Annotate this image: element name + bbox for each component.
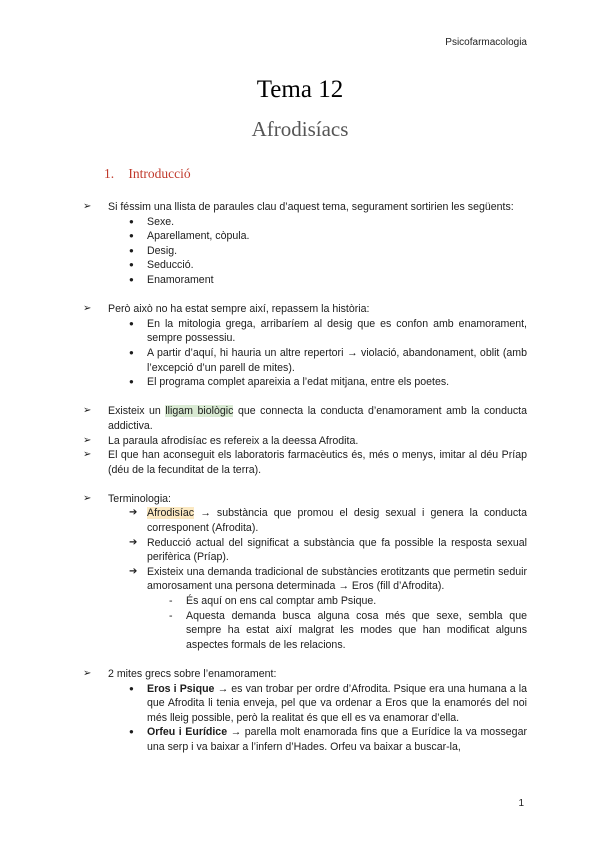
list-item: ● A partir d’aquí, hi hauria un altre repertori → violació, abandonament, oblit (amb l’excepció d’un parell de mites). [129,346,527,375]
list-item: ● Aparellament, còpula. [129,229,527,244]
list-item: ➔ Afrodisíac → substància que promou el desig sexual i genera la conducta corresponent (Afrodita). [129,506,527,535]
bullet-history: ➢ Però això no ha estat sempre així, repassem la història: ● En la mitologia grega, arribaríem al desig que es confon amb enamorament, sempre possessiu. ● A partir d’aquí, hi hauria un altre repertori → violació, abandonament, oblit (amb l’excepció d’un parell de mites). ● El programa complet apareixia a l’edat mitjana, entre els poetes. [80,302,527,390]
bullet-list [80,200,527,755]
psique-sublist [168,594,527,652]
list-item: ● El programa complet apareixia a l’edat mitjana, entre els poetes. [129,375,527,390]
list-item: ● Eros i Psique → es van trobar per ordre d’Afrodita. Psique era una humana a la que Afrodita li tenia enveja, pel que va ordenar a Eros que la enamorés del noi més lleig possible, però la realitat és que ell es va enamorar d’ella. [129,682,527,726]
list-item: ● En la mitologia grega, arribaríem al desig que es confon amb enamorament, sempre possessiu. [129,317,527,346]
bullet-terminology: ➢ Terminologia: ➔ Afrodisíac → substància que promou el desig sexual i genera la conducta corresponent (Afrodita). ➔ Reducció actual del significat a substància que fa possible la resposta sexual perifèrica (Príap). ➔ Existeix una demanda tradicional de substàncies erotitzants que permetin seduir amorosament una persona determinada → Eros (fill d’Afrodita). - És aquí on ens cal comptar amb Psique. - Aquesta demanda busca alguna cosa més que sexe, sembla que sempre ha estat així malgrat les modes que han modificat alguns aspectes formals de les relacions. [80,492,527,653]
document-subtitle: Afrodisíacs [251,117,349,141]
document-body [80,200,527,755]
list-item: ➔ Existeix una demanda tradicional de substàncies erotitzants que permetin seduir amorosament una persona determinada → Eros (fill d’Afrodita). - És aquí on ens cal comptar amb Psique. - Aquesta demanda busca alguna cosa més que sexe, sembla que sempre ha estat així malgrat les modes que han modificat alguns aspectes formals de les relacions. [129,565,527,653]
page-number: 1 [518,798,524,809]
history-list [129,317,527,390]
list-item: ● Sexe. [129,215,527,230]
bullet-priap: ➢ El que han aconseguit els laboratoris farmacèutics és, més o menys, imitar al déu Príap (déu de la fecunditat de la terra). [80,448,527,477]
bullet-myths: ➢ 2 mites grecs sobre l’enamorament: ● Eros i Psique → es van trobar per ordre d’Afrodita. Psique era una humana a la que Afrodita li tenia enveja, pel que va ordenar a Eros que la enamorés del noi més lleig possible, però la realitat és que ell es va enamorar d’ella. ● Orfeu i Eurídice → parella molt enamorada fins que a Eurídice la va mossegar una serp i va baixar a l’infern d’Hades. Orfeu va baixar a buscar-la, [80,667,527,755]
document-title: Tema 12 [256,76,344,103]
list-item: ● Seducció. [129,258,527,273]
bullet-keywords: ➢ Si féssim una llista de paraules clau d’aquest tema, segurament sortirien les següents: ● Sexe. ● Aparellament, còpula. ● Desig. ● Seducció. ● Enamorament [80,200,527,288]
terminology-list [129,506,527,652]
list-item: ● Orfeu i Eurídice → parella molt enamorada fins que a Eurídice la va mossegar una serp i va baixar a l’infern d’Hades. Orfeu va baixar a buscar-la, [129,725,527,754]
bullet-biological-link: ➢ Existeix un lligam biològic que connecta la conducta d’enamorament amb la conducta addictiva. [80,404,527,433]
list-item: ● Desig. [129,244,527,259]
section-title: Introducció [128,166,191,181]
list-item: ● Enamorament [129,273,527,288]
highlight-afrodisiac: Afrodisíac [147,507,195,520]
list-item: - Aquesta demanda busca alguna cosa més que sexe, sembla que sempre ha estat així malgrat les modes que han modificat alguns aspectes formals de les relacions. [168,609,527,653]
myths-list [129,682,527,755]
list-item: ➔ Reducció actual del significat a substància que fa possible la resposta sexual perifèrica (Príap). [129,536,527,565]
header-course-label: Psicofarmacologia [445,37,527,48]
bullet-aphrodite: ➢ La paraula afrodisíac es refereix a la deessa Afrodita. [80,434,527,449]
highlight-biological-link: lligam biològic [165,405,234,418]
section-number: 1. [104,166,115,181]
keyword-list [129,215,527,288]
myth-title: Orfeu i Eurídice [147,726,228,739]
list-item: - És aquí on ens cal comptar amb Psique. [168,594,527,609]
section-heading [104,166,191,182]
myth-title: Eros i Psique [147,682,215,695]
